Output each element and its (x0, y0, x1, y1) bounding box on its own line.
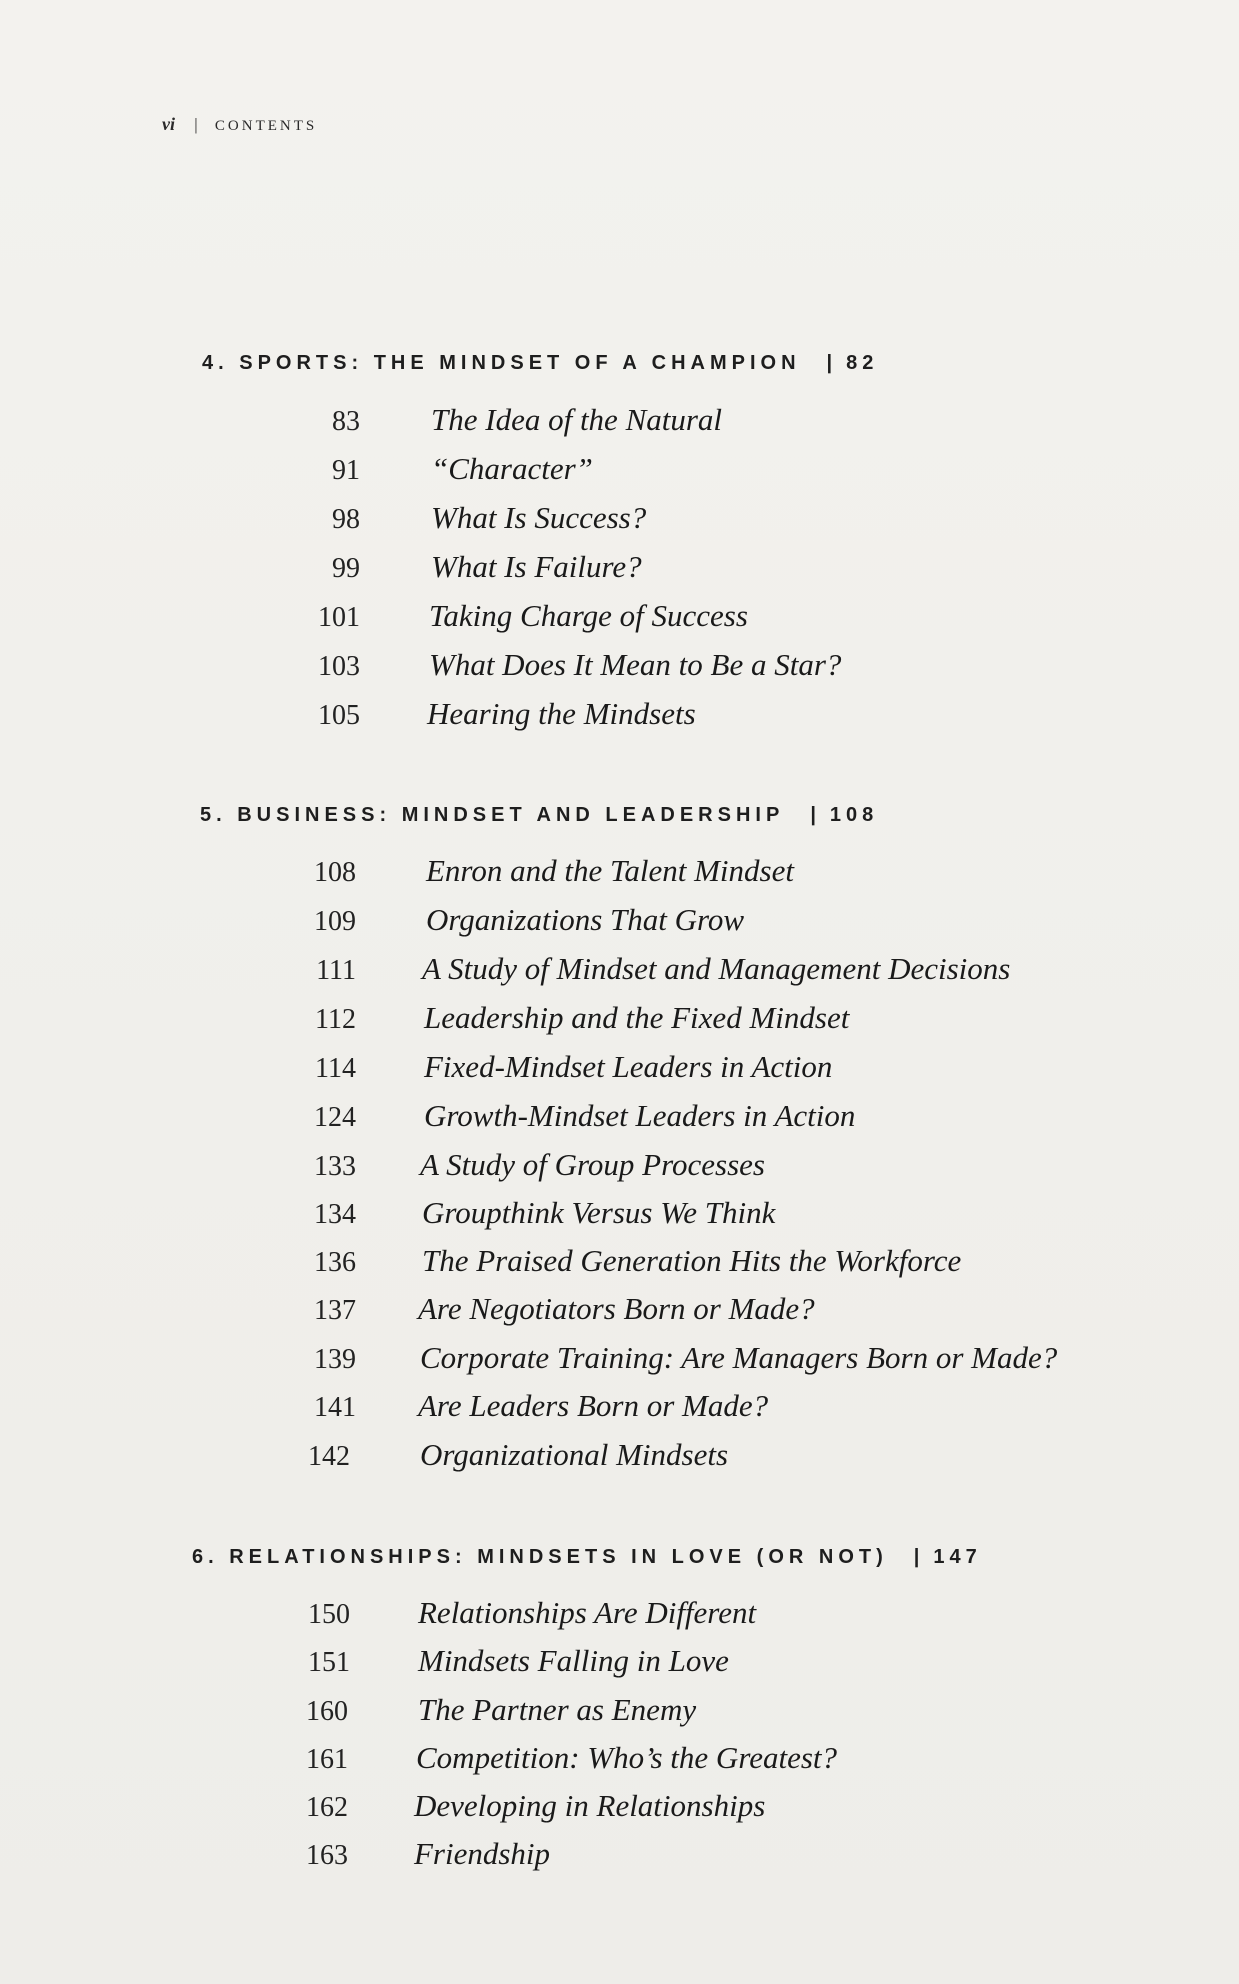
entry-title: Competition: Who’s the Greatest? (416, 1740, 838, 1775)
toc-entry[interactable] (0, 1147, 1239, 1195)
chapter-separator: | (826, 352, 833, 374)
chapter-page-number: 147 (933, 1546, 982, 1568)
toc-entry[interactable] (0, 1195, 1239, 1243)
toc-entry[interactable] (0, 853, 1239, 901)
entry-page-number: 91 (332, 455, 360, 486)
toc-entry[interactable] (0, 402, 1239, 450)
entry-page-number: 108 (314, 857, 356, 888)
toc-entry[interactable] (0, 598, 1239, 646)
toc-entry[interactable] (0, 696, 1239, 744)
chapter-heading (200, 804, 878, 827)
entry-page-number: 150 (308, 1599, 350, 1630)
chapter-title: 6. RELATIONSHIPS: MINDSETS IN LOVE (OR NOT) (192, 1546, 888, 1568)
toc-entry[interactable] (0, 1340, 1239, 1388)
chapter-title: 4. SPORTS: THE MINDSET OF A CHAMPION (202, 352, 801, 374)
entry-title: Enron and the Talent Mindset (426, 853, 794, 888)
entry-title: A Study of Mindset and Management Decisions (422, 951, 1011, 986)
entry-title: Developing in Relationships (414, 1788, 766, 1823)
entry-title: Mindsets Falling in Love (418, 1643, 729, 1678)
entry-page-number: 105 (318, 700, 360, 731)
toc-entry[interactable] (0, 1740, 1239, 1788)
entry-page-number: 111 (316, 955, 356, 986)
running-head-separator: | (194, 115, 198, 134)
toc-entry[interactable] (0, 951, 1239, 999)
chapter-page-number: 82 (846, 352, 879, 374)
entry-title: Are Negotiators Born or Made? (418, 1291, 815, 1326)
toc-entry[interactable] (0, 1692, 1239, 1740)
entry-page-number: 103 (318, 651, 360, 682)
running-head (162, 114, 317, 135)
toc-entry[interactable] (0, 1243, 1239, 1291)
entry-title: Organizational Mindsets (420, 1437, 729, 1472)
entry-page-number: 137 (314, 1295, 356, 1326)
toc-entry[interactable] (0, 1049, 1239, 1097)
entry-page-number: 151 (308, 1647, 350, 1678)
entry-title: Corporate Training: Are Managers Born or Made? (420, 1340, 1058, 1375)
toc-entry[interactable] (0, 1291, 1239, 1339)
entry-title: A Study of Group Processes (420, 1147, 765, 1182)
entry-page-number: 141 (314, 1392, 356, 1423)
toc-entry[interactable] (0, 549, 1239, 597)
chapter-title: 5. BUSINESS: MINDSET AND LEADERSHIP (200, 804, 785, 826)
entry-title: Friendship (414, 1836, 551, 1871)
chapter-separator: | (913, 1546, 920, 1568)
entry-page-number: 133 (314, 1151, 356, 1182)
toc-entry[interactable] (0, 1595, 1239, 1643)
entry-title: What Is Success? (431, 500, 647, 535)
entry-title: Hearing the Mindsets (427, 696, 696, 731)
toc-entry[interactable] (0, 500, 1239, 548)
chapter-page-number: 108 (829, 804, 879, 826)
toc-entry[interactable] (0, 1836, 1239, 1884)
entry-page-number: 124 (314, 1102, 356, 1133)
toc-entry[interactable] (0, 647, 1239, 695)
entry-page-number: 136 (314, 1247, 356, 1278)
entry-page-number: 101 (318, 602, 360, 633)
toc-entry[interactable] (0, 1000, 1239, 1048)
entry-title: Fixed-Mindset Leaders in Action (424, 1049, 833, 1084)
toc-entry[interactable] (0, 1388, 1239, 1436)
entry-title: Taking Charge of Success (429, 598, 748, 633)
entry-title: The Partner as Enemy (418, 1692, 697, 1727)
entry-page-number: 134 (314, 1199, 356, 1230)
chapter-heading (202, 352, 878, 375)
entry-page-number: 114 (315, 1053, 356, 1084)
entry-title: Groupthink Versus We Think (422, 1195, 776, 1230)
entry-page-number: 142 (308, 1441, 350, 1472)
chapter-separator: | (810, 804, 816, 826)
toc-entry[interactable] (0, 1098, 1239, 1146)
toc-entry[interactable] (0, 1437, 1239, 1485)
entry-title: What Does It Mean to Be a Star? (429, 647, 842, 682)
toc-entry[interactable] (0, 902, 1239, 950)
entry-title: “Character” (431, 451, 593, 486)
running-head-label: CONTENTS (214, 118, 318, 134)
toc-entry[interactable] (0, 1643, 1239, 1691)
entry-page-number: 162 (306, 1792, 348, 1823)
entry-page-number: 163 (306, 1840, 348, 1871)
entry-title: Growth-Mindset Leaders in Action (424, 1098, 856, 1133)
entry-title: The Idea of the Natural (431, 402, 723, 437)
entry-page-number: 109 (314, 906, 356, 937)
entry-title: Organizations That Grow (426, 902, 745, 937)
page-folio: vi (162, 114, 175, 134)
entry-page-number: 98 (332, 504, 360, 535)
entry-page-number: 160 (306, 1696, 348, 1727)
entry-title: The Praised Generation Hits the Workforce (422, 1243, 962, 1278)
toc-entry[interactable] (0, 1788, 1239, 1836)
entry-page-number: 161 (306, 1744, 348, 1775)
entry-page-number: 99 (332, 553, 360, 584)
entry-title: Relationships Are Different (418, 1595, 757, 1630)
toc-entry[interactable] (0, 451, 1239, 499)
entry-page-number: 83 (332, 406, 360, 437)
entry-title: Leadership and the Fixed Mindset (424, 1000, 850, 1035)
chapter-heading (192, 1546, 982, 1569)
entry-page-number: 112 (315, 1004, 356, 1035)
entry-title: What Is Failure? (431, 549, 642, 584)
entry-page-number: 139 (314, 1344, 356, 1375)
entry-title: Are Leaders Born or Made? (418, 1388, 769, 1423)
